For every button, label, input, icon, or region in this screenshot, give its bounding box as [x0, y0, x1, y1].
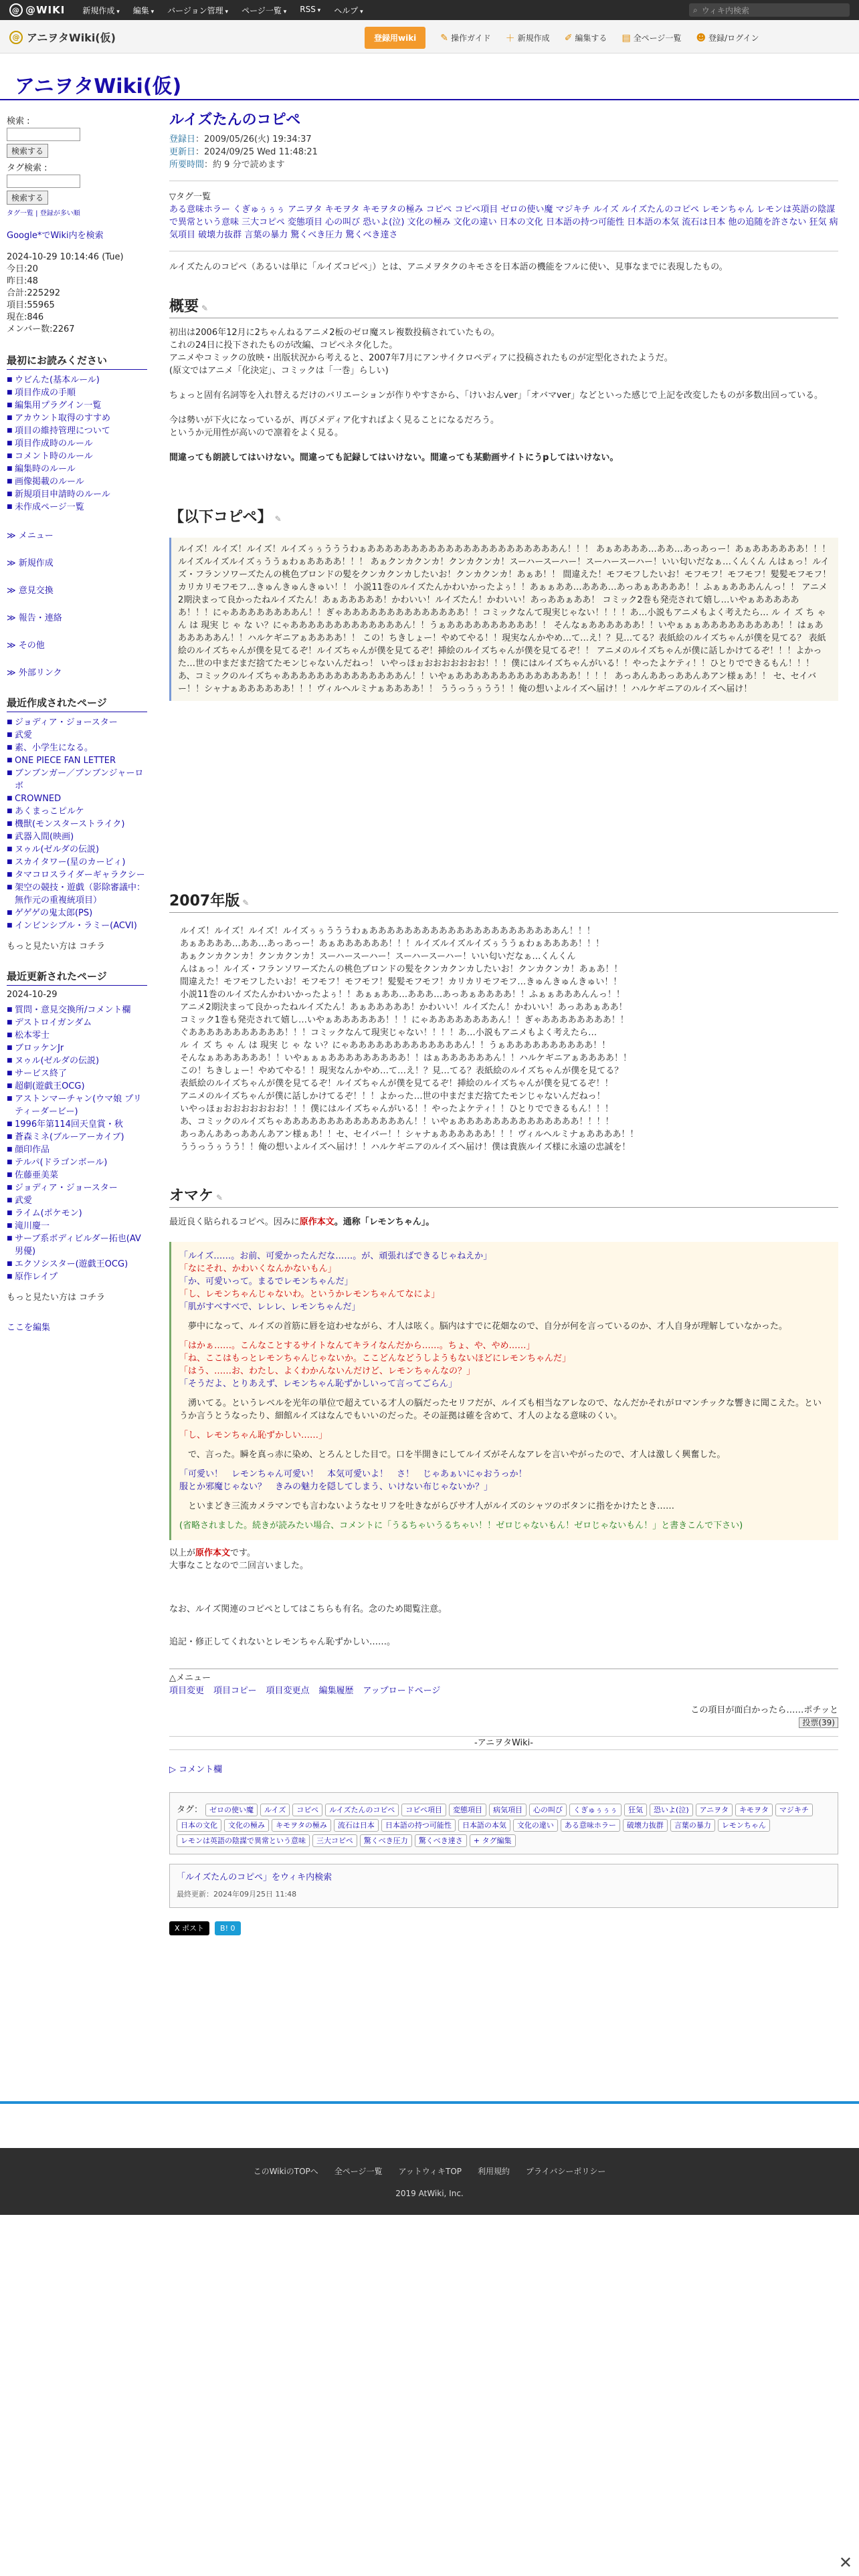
section-2007: 2007年版 ✎: [169, 895, 838, 913]
recent-created-link[interactable]: ■ 機獣(モンスターストライク): [7, 818, 147, 831]
tag-chip[interactable]: くぎゅぅぅぅ: [569, 1804, 622, 1816]
v2007-line: そんなぁああああああ！！いやぁぁぁあああああああああ！！はぁああああああん！！ハルケギニアぁああああ！！: [180, 1053, 632, 1063]
tags-label: タグ：: [177, 1805, 203, 1815]
recent-created-link[interactable]: ■ ヌゥル(ゼルダの伝説): [7, 843, 147, 856]
recent-updated-link[interactable]: ■ ヌゥル(ゼルダの伝説): [7, 1055, 147, 1067]
tag-heading: ▽タグ一覧: [169, 192, 211, 202]
close-icon[interactable]: ✕: [838, 2553, 852, 2572]
tag-chip[interactable]: レモンちゃん: [718, 1819, 770, 1832]
v2007-line: ル イ ズ ち ゃ ん は 現実 じ ゃ な い？にゃあああああああああああああん！！うぁああああああああああ！！: [180, 1041, 611, 1051]
atwiki-logo[interactable]: @ @WIKI: [9, 3, 65, 17]
first-read-list: [7, 374, 147, 514]
lemon-line: 服とか邪魔じゃない？ きみの魅力を隠してしまう、いけない布じゃないか？」: [179, 1482, 493, 1492]
menu-label[interactable]: △メニュー: [169, 1673, 211, 1683]
menu-version[interactable]: バージョン管理 ▾: [167, 5, 228, 16]
hatena-bookmark-button[interactable]: B! 0: [215, 1921, 240, 1935]
recent-created-link[interactable]: ■ ジョディア・ジョースター: [7, 716, 147, 729]
recent-created-link[interactable]: ■ ゲゲゲの鬼太郎(PS): [7, 907, 147, 920]
first-read-link[interactable]: ■ 編集用プラグイン一覧: [7, 399, 147, 412]
lemon-line: 「はかぁ……。こんなことするサイトなんてキライなんだから……。ちょ、や、やめ……」: [179, 1341, 535, 1351]
tag-chip[interactable]: 流石は日本: [334, 1819, 379, 1832]
vote-button[interactable]: 投票(39): [799, 1717, 838, 1728]
edit-button[interactable]: ✐ 編集する: [564, 32, 607, 43]
section-overview: 概要 ✎: [169, 300, 838, 318]
footer-link[interactable]: 全ページ一覧: [334, 2167, 383, 2176]
top-menu: [82, 5, 363, 16]
site-title[interactable]: アニヲタWiki(仮): [15, 75, 182, 98]
v2007-line: 小説11巻のルイズたんかわいかったよぅ！！あぁぁああ…あああ…あっあぁああああ！！ふぁぁあああんんっ！！: [180, 990, 625, 1000]
tag-chip[interactable]: ルイズたんのコピペ: [325, 1804, 399, 1816]
recent-created-link[interactable]: ■ スカイタワー(星のカービィ): [7, 856, 147, 869]
reg-key: 登録日: [169, 134, 196, 144]
lemon-line: 夢中になって、ルイズの首筋に唇を這わせながら、才人は呟く。脳内はすでに花畑なので、自分が何を言っているのか、才人自身が理解していなかった。: [179, 1321, 787, 1331]
overview-body: 初出は2006年12月に2ちゃんねるアニメ2板のゼロ魔スレ複数投稿されていたもの。 これの24日に投下されたものが改編、コピペネタ化した。 アニメやコミックの放映・出版状況から考えると、2007年7月にアンサイクロペディアに投稿されたものが定型化されたようだ。 (原文ではアニメ「化決定」、コミックは「一巻」らしい) ちょっと固有名詞等を入れ替えるだけのバリエーションが作りやすさから、「けいおんver」「オバマver」などといった感じで上記を改変したものが多数出回っている。 今は勢いが下火になっているが、再びメディア化すればよく見ることになるだろう。 というか元用性が高いので凛着をよく見る。 間違っても朗読してはいけない。間違っても記録してはいけない。間違っても某動画サイトにうpしてはいけない。: [169, 328, 824, 463]
menu-help[interactable]: ヘルプ ▾: [334, 5, 363, 16]
new-page-button[interactable]: ＋ 新規作成: [506, 31, 550, 45]
recent-updated-link[interactable]: ■ 原作レイプ: [7, 1271, 147, 1283]
lemon-line: といまどき三流カメラマンでも言わないようなセリフを吐きながらびサ才人がルイズのシャツのボタンに指をかけたとき……: [179, 1501, 674, 1511]
tag-chip[interactable]: キモヲタの極み: [272, 1819, 331, 1832]
recent-created-link[interactable]: ■ あくまっこピルケ: [7, 805, 147, 818]
tag-chip[interactable]: 病気項目: [489, 1804, 527, 1816]
recent-updated-list: [7, 1004, 147, 1283]
sidebar-menu-item[interactable]: ≫ 意見交換: [7, 583, 147, 596]
pencil-icon: ✐: [564, 32, 573, 43]
page-menu-link[interactable]: 編集履歴: [318, 1686, 354, 1696]
vote-text: この項目が面白かったら……ポチッと: [690, 1705, 838, 1715]
section-omake: オマケ ✎: [169, 1190, 838, 1208]
footer: [0, 2148, 859, 2215]
first-read-link[interactable]: ■ ウビんた(基本ルール): [7, 374, 147, 387]
edit-sidebar-link[interactable]: ここを編集: [7, 1323, 51, 1333]
first-read-link[interactable]: ■ コメント時のルール: [7, 450, 147, 463]
recent-updated-link[interactable]: ■ サーブ系ボディビルダー拓也(AV男優): [7, 1232, 147, 1258]
guide-button[interactable]: ✎ 操作ガイド: [440, 32, 491, 43]
more-created-link[interactable]: もっと見たい方は コチラ: [7, 942, 106, 952]
recent-updated-link[interactable]: ■ デストロイガンダム: [7, 1016, 147, 1029]
tag-chip[interactable]: コピペ項目: [401, 1804, 446, 1816]
edit-section-icon[interactable]: ✎: [242, 898, 250, 907]
edit-section-icon[interactable]: ✎: [274, 514, 282, 524]
tag-chip[interactable]: コピペ: [292, 1804, 322, 1816]
footer-links: [0, 2165, 859, 2177]
recent-updated-link[interactable]: ■ 1996年第114回天皇賞・秋: [7, 1118, 147, 1131]
sidebar-search-input[interactable]: [7, 128, 80, 141]
register-wiki-button[interactable]: 登録用wiki: [365, 27, 425, 49]
stat-members: メンバー数:2267: [7, 324, 75, 334]
recent-created-list: [7, 716, 147, 932]
time-key: 所要時間: [169, 160, 205, 170]
edit-section-icon[interactable]: ✎: [216, 1193, 223, 1202]
tag-list-link[interactable]: タグ一覧 | 登録が多い順: [7, 210, 80, 217]
tag-chip[interactable]: 文化の極み: [224, 1819, 269, 1832]
first-read-link[interactable]: ■ アカウント取得のすすめ: [7, 412, 147, 425]
search-box: [169, 1864, 838, 1908]
atwiki-logo-icon: @: [9, 3, 23, 17]
reg-date: 2009/05/26(火) 19:34:37: [204, 134, 312, 144]
stat-total: 合計:225292: [7, 288, 61, 298]
sidebar-menu-item[interactable]: ≫ 報告・連絡: [7, 611, 147, 623]
v2007-line: この！ちきしょー！やめてやる！！現実なんかやめ…て…え！？見…てる？表紙絵のルイズちゃんが僕を見てる？: [180, 1066, 624, 1076]
vote-area: [169, 1704, 838, 1729]
tag-chip[interactable]: レモンは英語の陰謀で異常という意味: [177, 1834, 310, 1847]
recent-updated-link[interactable]: ■ ライム(ポケモン): [7, 1207, 147, 1220]
top-search-input[interactable]: ⌕ ウィキ内検索: [689, 3, 850, 17]
tag-chip[interactable]: 文化の違い: [513, 1819, 558, 1832]
v2007-line: あっあんああっああんあアン様ぁあ！！セ、セイバー！！シャナぁああああああ！！！ヴィルヘルミナぁああああ！！: [180, 1130, 639, 1140]
menu-rss[interactable]: RSS ▾: [300, 5, 320, 16]
recent-updated-link[interactable]: ■ 質問・意見交換所/コメント欄: [7, 1004, 147, 1016]
tag-chip[interactable]: 日本語の本気: [458, 1819, 510, 1832]
login-button[interactable]: ☻ 登録/ログイン: [696, 32, 759, 43]
comment-toggle[interactable]: ▷ コメント欄: [169, 1765, 223, 1775]
stat-date: 2024-10-29 10:14:46 (Tue): [7, 252, 124, 262]
plus-icon: ＋: [505, 33, 515, 44]
tag-search-button[interactable]: 検索する: [7, 191, 48, 205]
search-icon: ⌕: [693, 5, 698, 15]
sidebar-menus: [7, 528, 147, 678]
v2007-line: いやっほぉおおおおおおお！！！僕にはルイズちゃんがいる！！やったよケティ！！ひとりでできるもん！！！: [180, 1104, 613, 1114]
lemon-line: 「し、レモンちゃん恥ずかしい……」: [179, 1430, 328, 1440]
copipe-quote: ルイズ！ルイズ！ルイズ！ルイズぅぅうううわぁああああああああああああああああああああああん！！！ あぁああああ…ああ…あっあっー！あぁああああああ！！！ルイズルイズルイズぅううぁわぁああああ！！！ あぁクンカクンカ！クンカクンカ！スーハースーハー！スーハースーハー！いい匂いだなぁ…くんくん んはぁっ！ルイズ・フランソワーズたんの桃色ブロンドの髪をクンカクンカしたいお！クンカクンカ！あぁあ！！ 間違えた！モフモフしたいお！モフモフ！モフモフ！髪髪モフモフ！カリカリモフモフ…きゅんきゅんきゅい！！ 小説11巻のルイズたんかわいかったよぅ！！あぁぁああ…あああ…あっあぁああああ！！ふぁぁあああんんっ！！ アニメ2期決まって良かったねルイズたん！あぁあああああ！かわいい！ルイズたん！かわいい！あっああぁああ！ コミック2巻も発売されて嬉し…いやぁああああああ！！！にゃああああああああん！！ぎゃああああああああああああああ！！コミックなんて現実じゃない！！！！あ…小説もアニメもよく考えたら… ル イ ズ ち ゃ ん は 現実 じ ゃ な い？にゃあああああああああああああん！！うぁああああああああああ！！ そんなぁああああああ！！いやぁぁぁあああああああああ！！はぁああああああん！！ハルケギニアぁああああ！！ この！ちきしょー！やめてやる！！現実なんかやめ…て…え！？見…てる？表紙絵のルイズちゃんが僕を見てる？ 表紙絵のルイズちゃんが僕を見てるぞ！ルイズちゃんが僕を見てるぞ！挿絵のルイズちゃんが僕を見てるぞ！！ アニメのルイズちゃんが僕に話しかけてるぞ！！！よかった…世の中まだまだ捨てたモンじゃないんだねっ！ いやっほぉおおおおおおお！！！僕にはルイズちゃんがいる！！やったよケティ！！ひとりでできるもん！！！ あ、コミックのルイズちゃああああああああああああああん！！いやぁああああああああああああああ！！！！ あっあんああっああんあアン様ぁあ！！ セ、セイバー！！シャナぁああああああ！！！ヴィルヘルミナぁああああ！！ ううっうぅうう！！俺の想いよルイズへ届け！！ハルケギニアのルイズへ届け！: [169, 538, 838, 701]
top-bar: [0, 0, 859, 20]
sidebar: [7, 114, 147, 1333]
recent-created-link[interactable]: ■ CROWNED: [7, 792, 147, 805]
first-read-link[interactable]: ■ 項目作成の手順: [7, 387, 147, 399]
page-title: ルイズたんのコピペ: [169, 112, 301, 128]
tag-chip[interactable]: キモヲタ: [735, 1804, 773, 1816]
recent-created-link[interactable]: ■ ブンブンガー／ブンブンジャーロボ: [7, 767, 147, 792]
menu-pages[interactable]: ページ一覧 ▾: [242, 5, 286, 16]
v2007-quote: [169, 922, 838, 1156]
v2007-line: あぁああああ…ああ…あっあっー！あぁああああああ！！！ルイズルイズルイズぅううぁわぁああああ！！！: [180, 939, 605, 949]
recent-created-link[interactable]: ■ 武器入間(映画): [7, 831, 147, 843]
tag-chip[interactable]: 日本の文化: [177, 1819, 221, 1832]
recent-updated-link[interactable]: ■ 顔印作品: [7, 1144, 147, 1156]
sidebar-menu-item[interactable]: ≫ メニュー: [7, 528, 147, 541]
footer-link[interactable]: プライバシーポリシー: [526, 2167, 606, 2176]
user-icon: ☻: [696, 32, 706, 43]
tag-chip[interactable]: 心の叫び: [529, 1804, 567, 1816]
tag-list: [177, 1804, 831, 1847]
wiki-actions: [365, 27, 759, 49]
page-menu: [169, 1669, 838, 1697]
read-time: 約 9 分で読めます: [213, 160, 285, 170]
recent-updated-link[interactable]: ■ アストンマーチャン(ウマ娘 プリティーダービー): [7, 1093, 147, 1118]
more-updated-link[interactable]: もっと見たい方は コチラ: [7, 1293, 106, 1303]
lemon-line: 「か、可愛いって。まるでレモンちゃんだ」: [179, 1277, 353, 1287]
recent-date: 2024-10-29: [7, 990, 58, 1000]
footer-link[interactable]: 利用規約: [478, 2167, 510, 2176]
first-read-link[interactable]: ■ 新規項目申請時のルール: [7, 488, 147, 501]
lemon-line: 「し、レモンちゃんじゃないわ。というかレモンちゃんてなによ」: [179, 1289, 440, 1299]
tag-chip[interactable]: ゼロの使い魔: [205, 1804, 258, 1816]
first-read-link[interactable]: ■ 画像掲載のルール: [7, 475, 147, 488]
lemon-line: (省略されました。続きが読みたい場合、コメントに「うるちゃいうるちゃい！！ゼロじゃないもん！ゼロじゃないもん！」と書きこんで下さい): [179, 1521, 743, 1531]
recent-created-heading: 最近作成されたページ: [7, 695, 147, 712]
footer-link[interactable]: アットウィキTOP: [398, 2167, 462, 2176]
main-content: [169, 114, 838, 1935]
document-icon: ▤: [622, 32, 631, 43]
tag-chip[interactable]: 日本語の持つ可能性: [381, 1819, 456, 1832]
sidebar-menu-item[interactable]: ≫ その他: [7, 638, 147, 651]
first-read-heading: 最初にお読みください: [7, 353, 147, 370]
footer-link[interactable]: このWikiのTOPへ: [253, 2167, 318, 2176]
stat-today: 今日:20: [7, 264, 38, 274]
omake-intro: 最近良く貼られるコピペ。因みに原作本文。通称「レモンちゃん」。: [169, 1217, 435, 1227]
stat-items: 項目:55965: [7, 300, 55, 310]
access-stats: [7, 251, 147, 336]
v2007-line: ううっうぅうう！！俺の想いよルイズへ届け！！ハルケギニアのルイズへ届け！僕は貴族ルイズ様に永遠の忠誠を！: [180, 1142, 631, 1152]
tag-chip[interactable]: 三大コピペ: [312, 1834, 357, 1847]
lemon-line: 湧いてる。というレベルを光年の単位で超えている才人の脳だったセリフだが、ルイズも相当なアレなので、なんだかそれがロマンチックな響きに聞こえた。というか言うとうなったり、細館ルイズはなんでもいいのだった。その証拠は確を含めて、才人のよなる意味のくい。: [179, 1398, 822, 1421]
title-divider: [0, 99, 859, 100]
all-pages-button[interactable]: ▤ 全ページ一覧: [622, 32, 682, 43]
tag-search-label: タグ検索 :: [7, 163, 47, 173]
tag-chip[interactable]: 驚くべき圧力: [360, 1834, 412, 1847]
sidebar-menu-item[interactable]: ≫ 新規作成: [7, 556, 147, 568]
recent-updated-link[interactable]: ■ 超劇(遊戯王OCG): [7, 1080, 147, 1093]
recent-updated-link[interactable]: ■ 武愛: [7, 1194, 147, 1207]
lemon-line: 「ルイズ……。お前、可愛かったんだな……。が、頑張ればできるじゃねえか」: [179, 1251, 492, 1261]
v2007-line: 表紙絵のルイズちゃんが僕を見てるぞ！ルイズちゃんが僕を見てるぞ！挿絵のルイズちゃんが僕を見てるぞ！！: [180, 1079, 613, 1089]
v2007-line: んはぁっ！ルイズ・フランソワーズたんの桃色ブロンドの髪をクンカクンカしたいお！クンカクンカ！あぁあ！！: [180, 964, 623, 974]
first-read-link[interactable]: ■ 未作成ページ一覧: [7, 501, 147, 514]
tag-chip[interactable]: 言葉の暴力: [670, 1819, 715, 1832]
after-text: 以上が原作本文です。: [169, 1548, 256, 1558]
lemon-line: 「ね、ここはもっとレモンちゃんじゃないか。ここどんなどうしようもないほどにレモンちゃんだ」: [179, 1354, 571, 1364]
menu-links: [169, 1685, 838, 1697]
recent-updated-link[interactable]: ■ サービス終了: [7, 1067, 147, 1080]
wiki-icon: @: [9, 31, 23, 44]
share-buttons: [169, 1921, 838, 1935]
lemon-line: 「可愛い！ レモンちゃん可愛い！ 本気可愛いよ！ さ！ じゃあぁいにゃおうっか！: [179, 1469, 527, 1479]
lemon-line: 「そうだよ、とりあえず、レモンちゃん恥ずかしいって言ってごらん」: [179, 1379, 457, 1389]
sidebar-search-button[interactable]: 検索する: [7, 144, 48, 158]
page-menu-link[interactable]: 項目変更: [169, 1686, 205, 1696]
guide-icon: ✎: [440, 32, 449, 43]
page-menu-link[interactable]: 項目変更点: [266, 1686, 310, 1696]
last-update: 最終更新：2024年09月25日 11:48: [177, 1890, 297, 1899]
search-label: 検索 :: [7, 116, 30, 126]
tag-links[interactable]: ある意味ホラー くぎゅぅぅぅ アニヲタ キモヲタ キモヲタの極み コピペ コピペ項目 ゼロの使い魔 マジキチ ルイズ ルイズたんのコピペ レモンちゃん レモンは英語の陰謀で異常という意味 三大コピペ 変態項目 心の叫び 恐いよ(泣) 文化の極み 文化の違い 日本の文化 日本語の持つ可能性 日本語の本気 流石は日本 他の追随を許さない 狂気 病気項目 破壊力抜群 言葉の暴力 驚くべき圧力 驚くべき達さ: [169, 205, 838, 240]
v2007-line: ルイズ！ルイズ！ルイズ！ルイズぅぅうううわぁああああああああああああああああああああああん！！！: [180, 926, 595, 936]
intro-text: ルイズたんのコピペ（あるいは単に「ルイズコピペ」）とは、アニメヲタクのキモさを日本語の機能をフルに使い、見事なまでに表現したもの。: [169, 262, 728, 272]
recent-created-link[interactable]: ■ インビンシブル・ラミー(ACVI): [7, 920, 147, 932]
x-post-button[interactable]: X ポスト: [169, 1921, 209, 1935]
recent-updated-link[interactable]: ■ ジョディア・ジョースター: [7, 1182, 147, 1194]
v2007-line: アニメ2期決まって良かったねルイズたん！あぁあああああ！かわいい！ルイズたん！かわいい！あっああぁああ！: [180, 1002, 628, 1012]
tag-chip[interactable]: ある意味ホラー: [561, 1819, 620, 1832]
after-text-2: 大事なことなので二回言いました。: [169, 1561, 309, 1571]
recent-updated-link[interactable]: ■ ブロッケンJr: [7, 1042, 147, 1055]
recent-updated-link[interactable]: ■ 松本零士: [7, 1029, 147, 1042]
lemon-quote: [169, 1242, 838, 1540]
tag-chip[interactable]: 恐いよ(泣): [650, 1804, 693, 1816]
page-meta: 登録日：2009/05/26(火) 19:34:37 更新日：2024/09/25 Wed 11:48:21 所要時間：約 9 分で読めます: [169, 134, 318, 170]
tag-chip[interactable]: マジキチ: [775, 1804, 813, 1816]
tag-chip[interactable]: アニヲタ: [696, 1804, 733, 1816]
tag-chip[interactable]: 狂気: [624, 1804, 647, 1816]
lemon-line: で、言った。瞬を真っ赤に染め、とろんとした目で。口を半開きにしてルイズがそんなアレを言いやがったので、才人は激しく興奮した。: [179, 1450, 726, 1460]
wiki-search-link[interactable]: 「ルイズたんのコピペ」をウィキ内検索: [177, 1872, 332, 1883]
recent-updated-link[interactable]: ■ 滝川慶一: [7, 1220, 147, 1232]
lemon-line: 「なにそれ、かわいくなんかないもん」: [179, 1264, 337, 1274]
menu-new[interactable]: 新規作成 ▾: [82, 5, 119, 16]
first-read-link[interactable]: ■ 項目の維持管理について: [7, 425, 147, 437]
tag-chip[interactable]: 驚くべき達さ: [415, 1834, 467, 1847]
wiki-name[interactable]: @ アニヲタWiki(仮): [9, 29, 116, 45]
v2007-line: コミック1巻も発売されて嬉し…いやぁああああああ！！！にゃああああああああん！！ぎゃああああああああ！！: [180, 1015, 629, 1025]
section-copipe: 【以下コピペ】 ✎: [169, 509, 282, 526]
recent-updated-link[interactable]: ■ エクソシスター(遊戯王OCG): [7, 1258, 147, 1271]
recent-updated-link[interactable]: ■ 佐藤亜美菜: [7, 1169, 147, 1182]
copyright: 2019 AtWiki, Inc.: [395, 2189, 464, 2198]
v2007-line: あ、コミックのルイズちゃああああああああああああああん！！いやぁああああああああああああああ！！！！: [180, 1117, 614, 1127]
wiki-header-bar: [0, 20, 859, 53]
upd-key: 更新日: [169, 147, 196, 157]
lemon-line: 「肌がすべすべで、レレレ、レモンちゃんだ」: [179, 1302, 361, 1312]
tag-box: [169, 1792, 838, 1854]
fix-text: 追記・修正してくれないとレモンちゃん恥ずかしい……。: [169, 1637, 396, 1647]
v2007-line: アニメのルイズちゃんが僕に話しかけてるぞ！！！よかった…世の中まだまだ捨てたモンじゃないんだねっ！: [180, 1091, 605, 1101]
v2007-line: ぐあああああああああああ！！！コミックなんて現実じゃない！！！！あ…小説もアニメもよく考えたら…: [180, 1028, 597, 1038]
recent-created-link[interactable]: ■ 架空の競技・遊戯（影除審議中：無作元の重複統項目）: [7, 881, 147, 907]
recent-updated-link[interactable]: ■ テルパ(ドラゴンボール): [7, 1156, 147, 1169]
lemon-line: 「はう、……お、わたし、よくわかんないんだけど、レモンちゃんなの？」: [179, 1366, 476, 1376]
tag-chip[interactable]: ルイズ: [260, 1804, 290, 1816]
page-menu-link[interactable]: アップロードページ: [363, 1686, 441, 1696]
recent-created-link[interactable]: ■ 素、小学生になる。: [7, 742, 147, 754]
sidebar-menu-item[interactable]: ≫ 外部リンク: [7, 665, 147, 678]
recent-created-link[interactable]: ■ ONE PIECE FAN LETTER: [7, 754, 147, 767]
wiki-link[interactable]: -アニヲタWiki-: [169, 1736, 838, 1750]
footer-accent-line: [0, 2101, 859, 2104]
related-text: なお、ルイズ関連のコピペとしてはこちらも有名。念のため閲覧注意。: [169, 1604, 447, 1614]
stat-current: 現在:846: [7, 312, 44, 322]
v2007-line: あぁクンカクンカ！クンカクンカ！スーハースーハー！スーハースーハー！いい匂いだなぁ…くんくん: [180, 952, 576, 962]
stat-yesterday: 昨日:48: [7, 276, 38, 286]
recent-updated-heading: 最近更新されたページ: [7, 969, 147, 986]
upd-date: 2024/09/25 Wed 11:48:21: [204, 147, 318, 157]
edit-section-icon[interactable]: ✎: [201, 304, 209, 313]
google-search-link[interactable]: Google*でWiki内を検索: [7, 231, 104, 241]
recent-created-link[interactable]: ■ タマコロスライダーギャラクシー: [7, 869, 147, 881]
recent-created-link[interactable]: ■ 武愛: [7, 729, 147, 742]
tag-search-input[interactable]: [7, 175, 80, 188]
page-menu-link[interactable]: 項目コピー: [213, 1686, 257, 1696]
tag-chip[interactable]: 変態項目: [449, 1804, 486, 1816]
first-read-link[interactable]: ■ 項目作成時のルール: [7, 437, 147, 450]
tag-chip[interactable]: + タグ編集: [470, 1834, 516, 1847]
menu-edit[interactable]: 編集 ▾: [133, 5, 154, 16]
tag-chip[interactable]: 破壊力抜群: [623, 1819, 668, 1832]
first-read-link[interactable]: ■ 編集時のルール: [7, 463, 147, 475]
recent-updated-link[interactable]: ■ 蒼森ミネ(ブルーアーカイブ): [7, 1131, 147, 1144]
v2007-line: 間違えた！モフモフしたいお！モフモフ！モフモフ！髪髪モフモフ！カリカリモフモフ…きゅんきゅんきゅい！！: [180, 977, 622, 987]
